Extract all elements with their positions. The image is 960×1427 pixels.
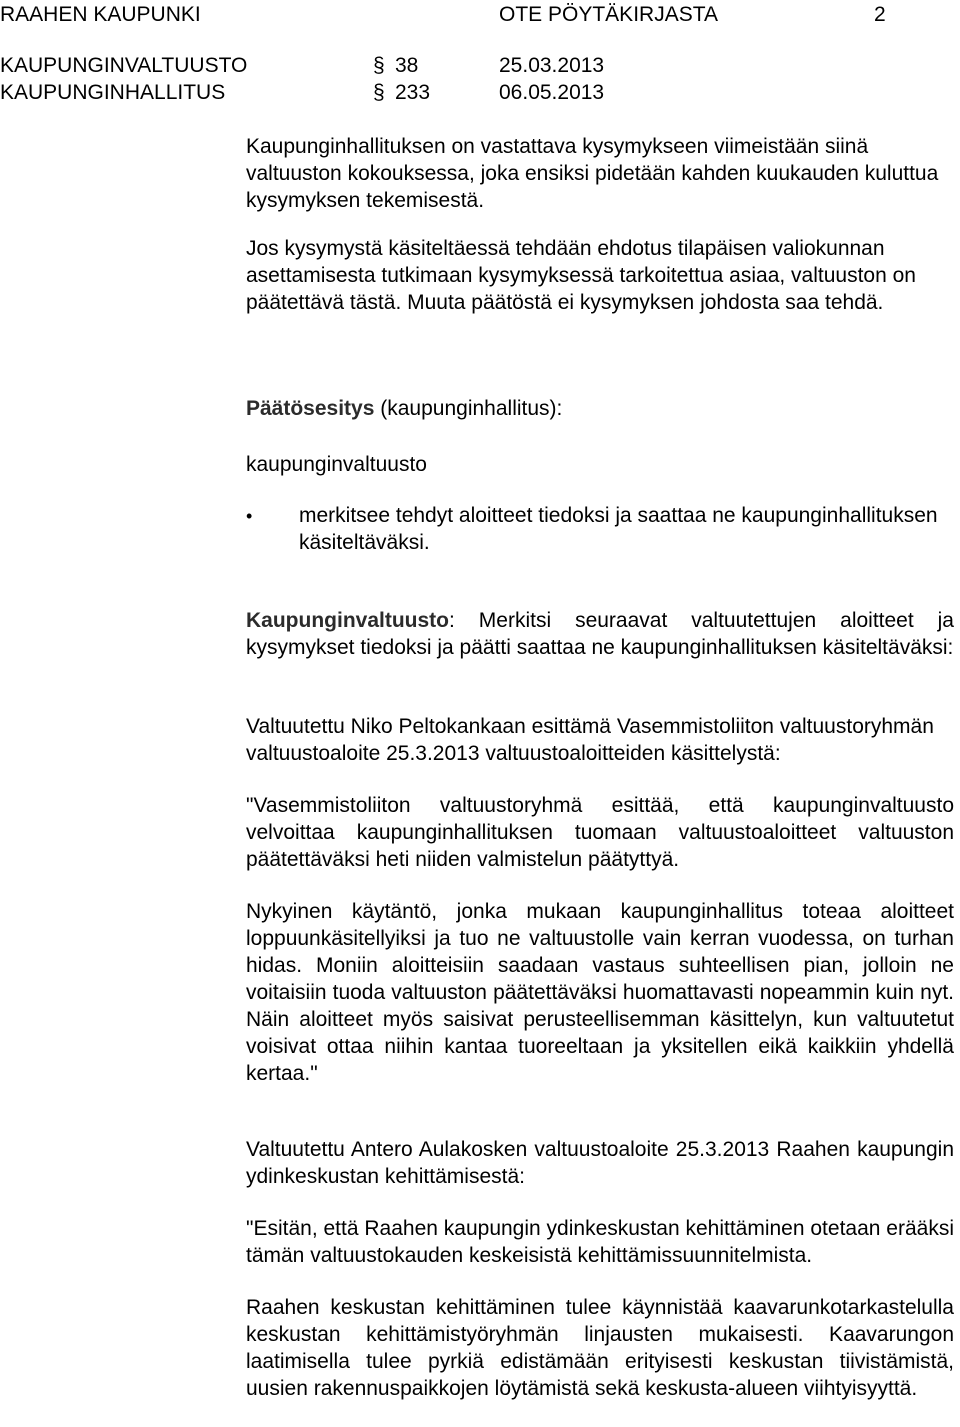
decision-proposal-subject: kaupunginvaltuusto	[246, 453, 427, 476]
council-decision	[246, 607, 954, 661]
initiative-2-title: Valtuutettu Antero Aulakosken valtuustoaloite 25.3.2013 Raahen kaupungin ydinkeskustan kehittämisestä:	[246, 1138, 954, 1188]
initiative-1-quote-part-1: "Vasemmistoliiton valtuustoryhmä esittää, että kaupunginvaltuusto velvoittaa kaupunginhallituksen tuomaan valtuustoaloitteet valtuuston päätettäväksi heti niiden valmistelun päätyttyä.	[246, 794, 954, 871]
header-city: RAAHEN KAUPUNKI	[0, 3, 201, 26]
section-mark: §	[373, 54, 385, 77]
header-body-council: KAUPUNGINVALTUUSTO	[0, 54, 248, 77]
header-page-number: 2	[874, 3, 886, 26]
initiative-1-quote-part-2: Nykyinen käytäntö, jonka mukaan kaupunginhallitus toteaa aloitteet loppuunkäsitellyiksi ja tuo ne valtuustolle vain kerran vuodessa, on turhan hidas. Moniin aloitteisiin saadaan vastaus suhteellisen pian, jolloin ne voitaisiin tuoda valtuuston päätettäväksi huomattavasti nopeammin kuin nyt. Näin aloitteet myös saisivat perusteellisemman käsittelyn, kun valtuutetut voisivat ottaa niihin kantaa tuoreeltaan ja yksitellen eikä kaikkiin yhdellä kertaa."	[246, 900, 954, 1085]
header-doc-type: OTE PÖYTÄKIRJASTA	[499, 3, 718, 26]
header-date-board: 06.05.2013	[499, 81, 605, 104]
header-section-council: 38	[395, 54, 419, 77]
decision-proposal-heading	[246, 395, 954, 422]
paragraph-committee-proposal: Jos kysymystä käsiteltäessä tehdään ehdotus tilapäisen valiokunnan asettamisesta tutkimaan kysymyksessä tarkoitettua asiaa, valtuuston on päätettävä tästä. Muuta päätöstä ei kysymyksen johdosta saa tehdä.	[246, 237, 916, 314]
bullet-marker: •	[246, 506, 253, 526]
header-body-board: KAUPUNGINHALLITUS	[0, 81, 226, 104]
council-decision-label: Kaupunginvaltuusto	[246, 609, 449, 632]
council-decision-text: : Merkitsi seuraavat valtuutettujen aloitteet ja kysymykset tiedoksi ja päätti saattaa ne kaupunginhallituksen käsiteltäväksi:	[246, 609, 954, 659]
header-date-council: 25.03.2013	[499, 54, 605, 77]
paragraph-response-deadline: Kaupunginhallituksen on vastattava kysymykseen viimeistään siinä valtuuston kokouksessa, joka ensiksi pidetään kahden kuukauden kuluttua kysymyksen tekemisestä.	[246, 135, 939, 212]
bullet-text: merkitsee tehdyt aloitteet tiedoksi ja saattaa ne kaupunginhallituksen käsiteltäväksi.	[299, 504, 938, 554]
decision-proposal-suffix: (kaupunginhallitus):	[374, 397, 563, 420]
initiative-2-quote-part-2: Raahen keskustan kehittäminen tulee käynnistää kaavarunkotarkastelulla keskustan kehittämistyöryhmän linjausten mukaisesti. Kaavarungon laatimisella tulee pyrkiä edistämään erityisesti keskustan tiivistämistä, uusien rakennuspaikkojen löytämistä sekä keskusta-alueen viihtyisyyttä.	[246, 1296, 954, 1400]
initiative-2-quote-part-1: "Esitän, että Raahen kaupungin ydinkeskustan kehittäminen otetaan erääksi tämän valtuustokauden keskeisistä kehittämissuunnitelmista.	[246, 1217, 954, 1267]
decision-proposal-label: Päätösesitys	[246, 397, 375, 420]
section-mark: §	[373, 81, 385, 104]
header-section-board: 233	[395, 81, 431, 104]
initiative-1-title: Valtuutettu Niko Peltokankaan esittämä Vasemmistoliiton valtuustoryhmän valtuustoaloite 25.3.2013 valtuustoaloitteiden käsittelystä:	[246, 715, 934, 765]
